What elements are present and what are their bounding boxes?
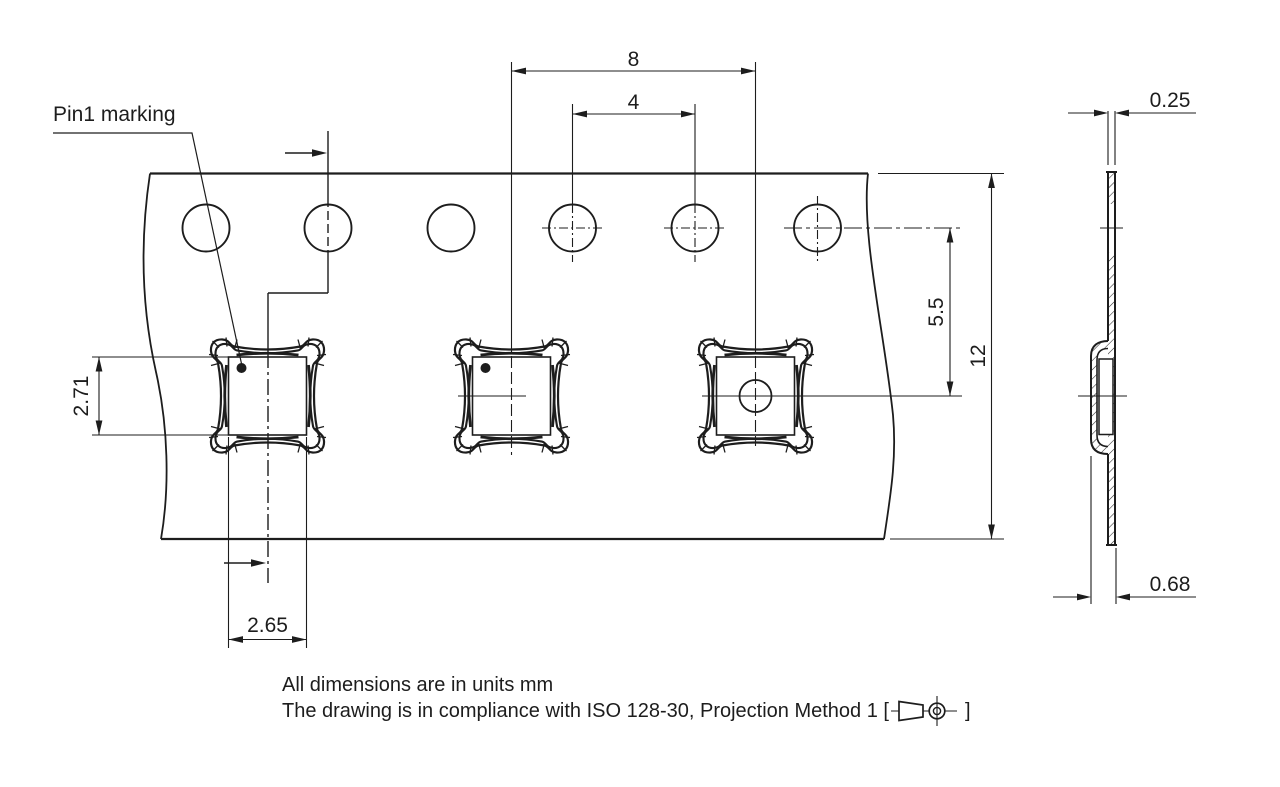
note-units: All dimensions are in units mm xyxy=(282,674,554,696)
section-arrow-bottom xyxy=(251,559,266,567)
dimension-tape-thickness-0p25 xyxy=(1068,89,1196,165)
dimension-pocket-length-2p71 xyxy=(70,357,233,435)
drawing-notes xyxy=(282,674,971,726)
dimension-pocket-pitch-8 xyxy=(512,48,756,74)
note-compliance xyxy=(282,696,971,726)
sprocket-hole xyxy=(428,205,475,252)
dim-text-5p5: 5.5 xyxy=(925,297,948,327)
dim-text-4: 4 xyxy=(627,91,640,114)
dim-text-2p65: 2.65 xyxy=(247,614,288,637)
dimension-total-thickness-0p68 xyxy=(1053,456,1196,604)
side-view xyxy=(1078,172,1127,545)
sprocket-hole-centerlines xyxy=(542,196,962,262)
section-arrow-top xyxy=(312,149,327,157)
dim-text-2p71: 2.71 xyxy=(70,375,93,417)
tape-section-hatch-upper xyxy=(1108,172,1115,204)
dim-text-0p68: 0.68 xyxy=(1149,573,1191,596)
tape-left-break-line xyxy=(143,174,166,540)
dimension-hole-to-pocket-5p5 xyxy=(925,228,953,396)
dim-text-8: 8 xyxy=(627,48,640,71)
sprocket-hole xyxy=(183,205,230,252)
pocket-section-cavity xyxy=(1099,359,1113,435)
dimension-sprocket-pitch-4 xyxy=(573,91,696,262)
pin1-marking-label: Pin1 marking xyxy=(53,103,176,126)
note-compliance-text: The drawing is in compliance with ISO 128-30, Projection Method 1 [ xyxy=(282,700,889,722)
dim-text-0p25: 0.25 xyxy=(1149,89,1191,112)
first-angle-projection-icon xyxy=(891,696,963,726)
pin1-dot-pocket-2 xyxy=(481,363,491,373)
note-compliance-bracket: ] xyxy=(964,700,971,722)
dim-text-12: 12 xyxy=(967,344,990,368)
